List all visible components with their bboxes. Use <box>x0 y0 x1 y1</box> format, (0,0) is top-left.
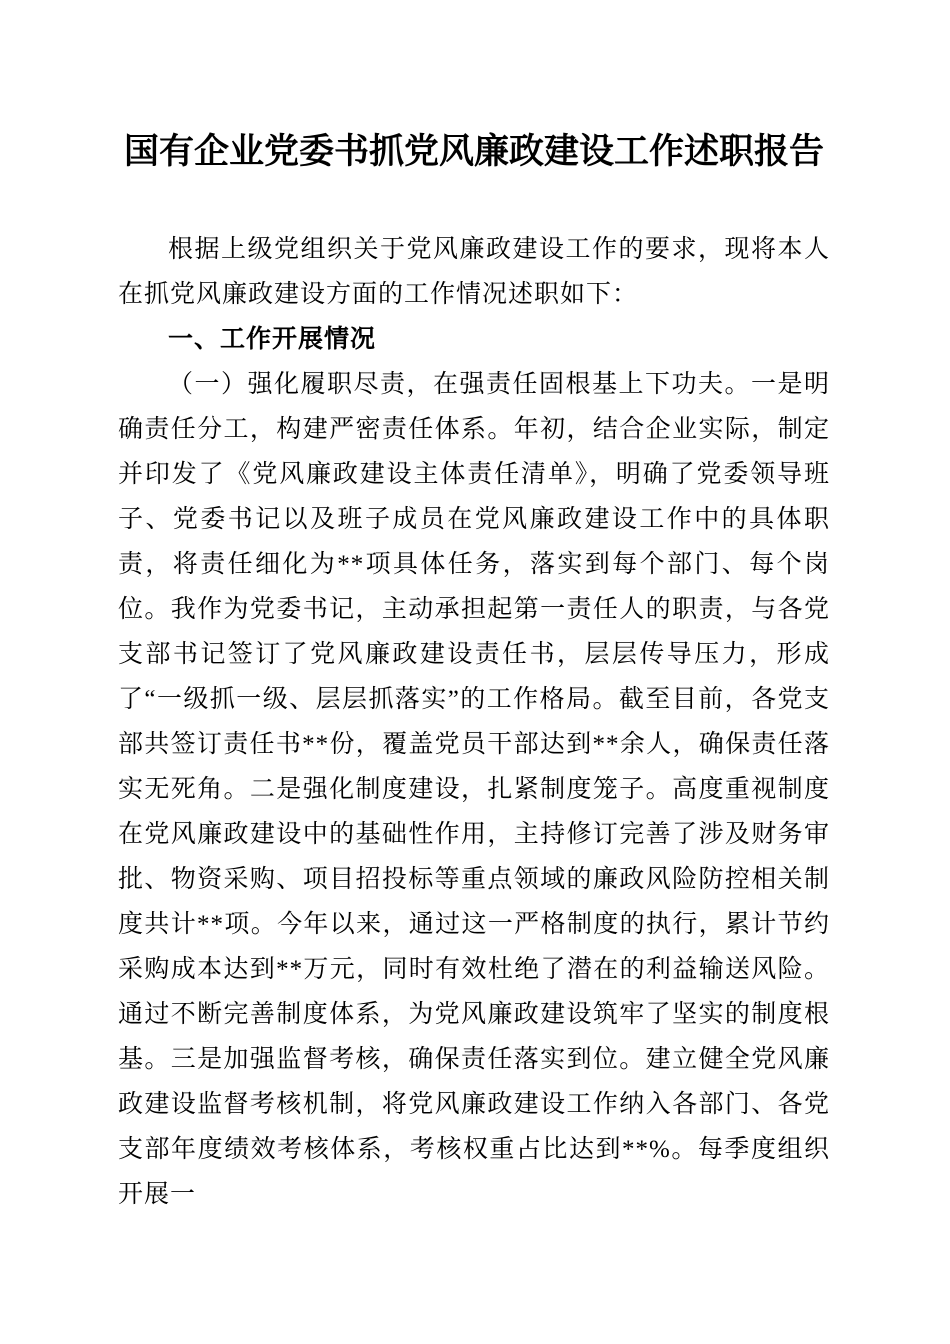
intro-paragraph: 根据上级党组织关于党风廉政建设工作的要求，现将本人在抓党风廉政建设方面的工作情况述职如下： <box>118 236 830 309</box>
document-title: 国有企业党委书抓党风廉政建设工作述职报告 <box>123 132 824 171</box>
section-heading-work-progress: 一、工作开展情况 <box>168 325 377 354</box>
body-paragraph-section1: （一）强化履职尽责，在强责任固根基上下功夫。一是明确责任分工，构建严密责任体系。年初，结合企业实际，制定并印发了《党风廉政建设主体责任清单》，明确了党委领导班子、党委书记以及班子成员在党风廉政建设工作中的具体职责，将责任细化为**项具体任务，落实到每个部门、每个岗位。我作为党委书记，主动承担起第一责任人的职责，与各党支部书记签订了党风廉政建设责任书，层层传导压力，形成了“一级抓一级、层层抓落实”的工作格局。截至目前，各党支部共签订责任书**份，覆盖党员干部达到**余人，确保责任落实无死角。二是强化制度建设，扎紧制度笼子。高度重视制度在党风廉政建设中的基础性作用，主持修订完善了涉及财务审批、物资采购、项目招投标等重点领域的廉政风险防控相关制度共计**项。今年以来，通过这一严格制度的执行，累计节约采购成本达到**万元，同时有效杜绝了潜在的利益输送风险。通过不断完善制度体系，为党风廉政建设筑牢了坚实的制度根基。三是加强监督考核，确保责任落实到位。建立健全党风廉政建设监督考核机制，将党风廉政建设工作纳入各部门、各党支部年度绩效考核体系，考核权重占比达到**%。每季度组织开展一 <box>118 371 830 1209</box>
